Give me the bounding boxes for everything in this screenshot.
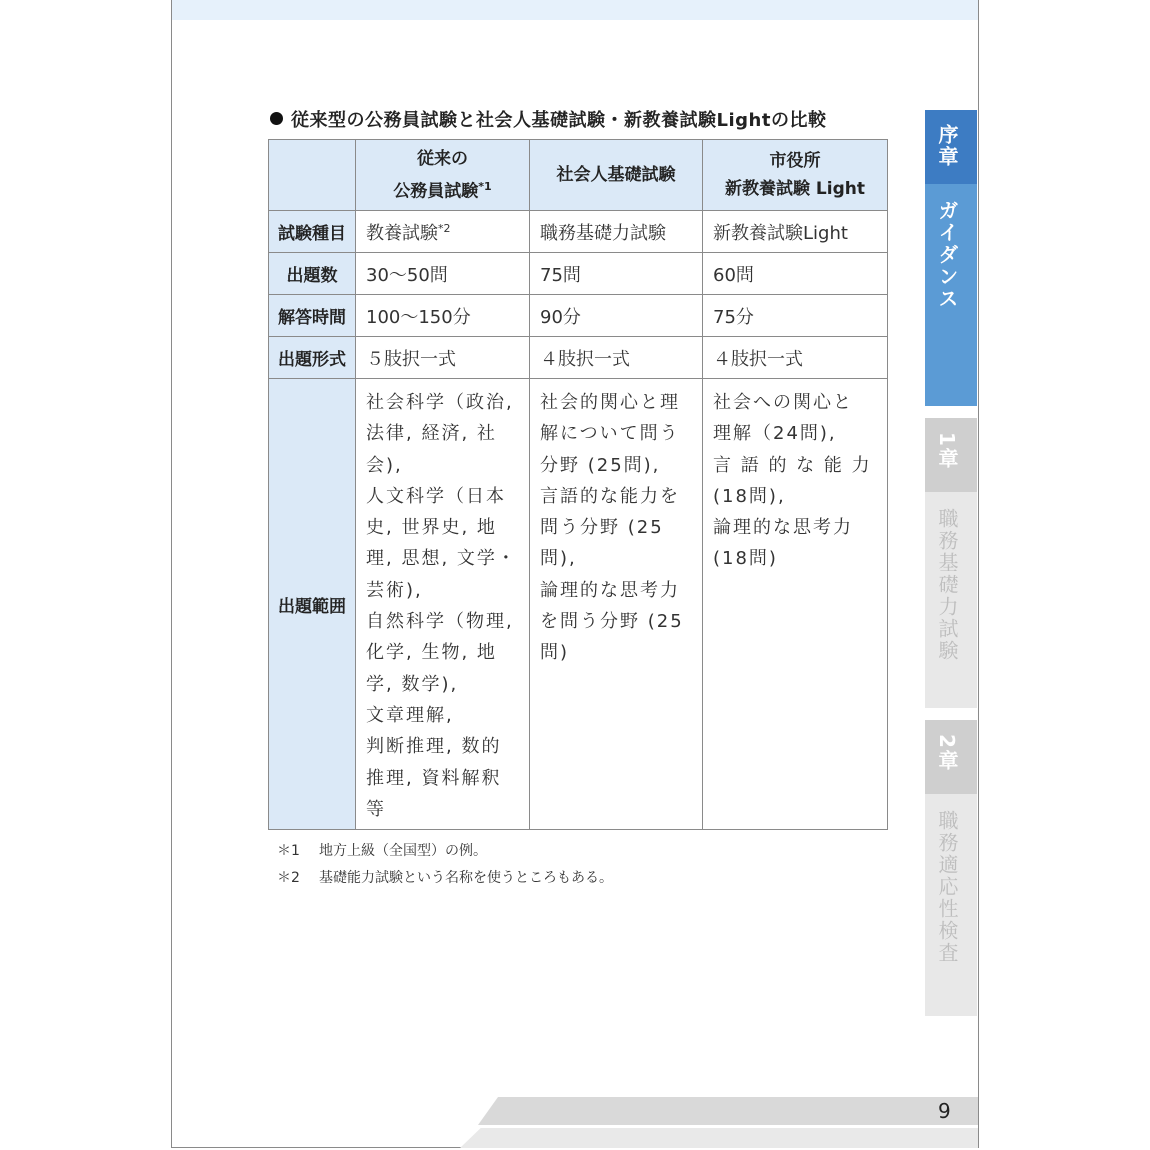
chapter-tab-2[interactable] [925,720,977,1016]
table-cell: 75問 [530,253,703,295]
row-label: 試験種目 [269,211,356,253]
header-shiyakusho: 市役所 新教養試験 Light [703,140,888,211]
table-row [269,337,888,379]
table-row [269,295,888,337]
bullet-icon [270,112,283,125]
range-cell-conventional: 社会科学（政治, 法律, 経済, 社 会), 人文科学（日本 史, 世界史, 地 理, 思想, 文学・ 芸術), 自然科学（物理, 化学, 生物, 地 学, 数学), 文章理解, 判断推理, 数的 推理, 資料解釈 等 [356,379,530,830]
header-conventional: 従来の 公務員試験$^{*1}$ [356,140,530,211]
footnotes [277,838,613,892]
tab-title: ガイダンス [935,200,959,310]
page-number: 9 [938,1099,951,1123]
table-cell: 30～50問 [356,253,530,295]
table-row-range [269,379,888,830]
chapter-tab-1[interactable] [925,418,977,708]
table-row [269,253,888,295]
table-row [269,211,888,253]
table-cell: 90分 [530,295,703,337]
footnote: ＊1 地方上級（全国型）の例。 [277,843,487,859]
table-cell: 60問 [703,253,888,295]
corner-cell [269,140,356,211]
range-cell-shiyakusho: 社会への関心と 理解（24問), 言 語 的 な 能 力 (18問), 論理的な思考力 (18問) [703,379,888,830]
footer-band [478,1097,978,1125]
footnote: ＊2 基礎能力試験という名称を使うところもある。 [277,870,613,886]
table-cell: ４肢択一式 [703,337,888,379]
table-cell: 教養試験$^{*2}$ [356,211,530,253]
row-label: 出題数 [269,253,356,295]
footer-band-lower [460,1128,978,1148]
tab-chapter-label: 1章 [935,432,959,470]
row-label: 出題形式 [269,337,356,379]
comparison-table [268,139,888,830]
tab-chapter-label: 2章 [935,734,959,772]
table-cell: 職務基礎力試験 [530,211,703,253]
tab-title: 職務適応性検査 [935,810,959,964]
table-cell: ４肢択一式 [530,337,703,379]
row-label: 出題範囲 [269,379,356,830]
table-header-row [269,140,888,211]
table-cell: ５肢択一式 [356,337,530,379]
top-band [172,0,978,20]
row-label: 解答時間 [269,295,356,337]
range-cell-shakaijin: 社会的関心と理 解について問う 分野 (25問), 言語的な能力を 問う分野 (25問), 論理的な思考力 を問う分野 (25 問) [530,379,703,830]
section-title: 従来型の公務員試験と社会人基礎試験・新教養試験Lightの比較 [270,106,826,132]
tab-title: 職務基礎力試験 [935,508,959,662]
table-cell: 75分 [703,295,888,337]
table-cell: 100～150分 [356,295,530,337]
table-cell: 新教養試験Light [703,211,888,253]
tab-chapter-label: 序章 [935,124,959,168]
header-shakaijin: 社会人基礎試験 [530,140,703,211]
chapter-tab-intro[interactable] [925,110,977,406]
